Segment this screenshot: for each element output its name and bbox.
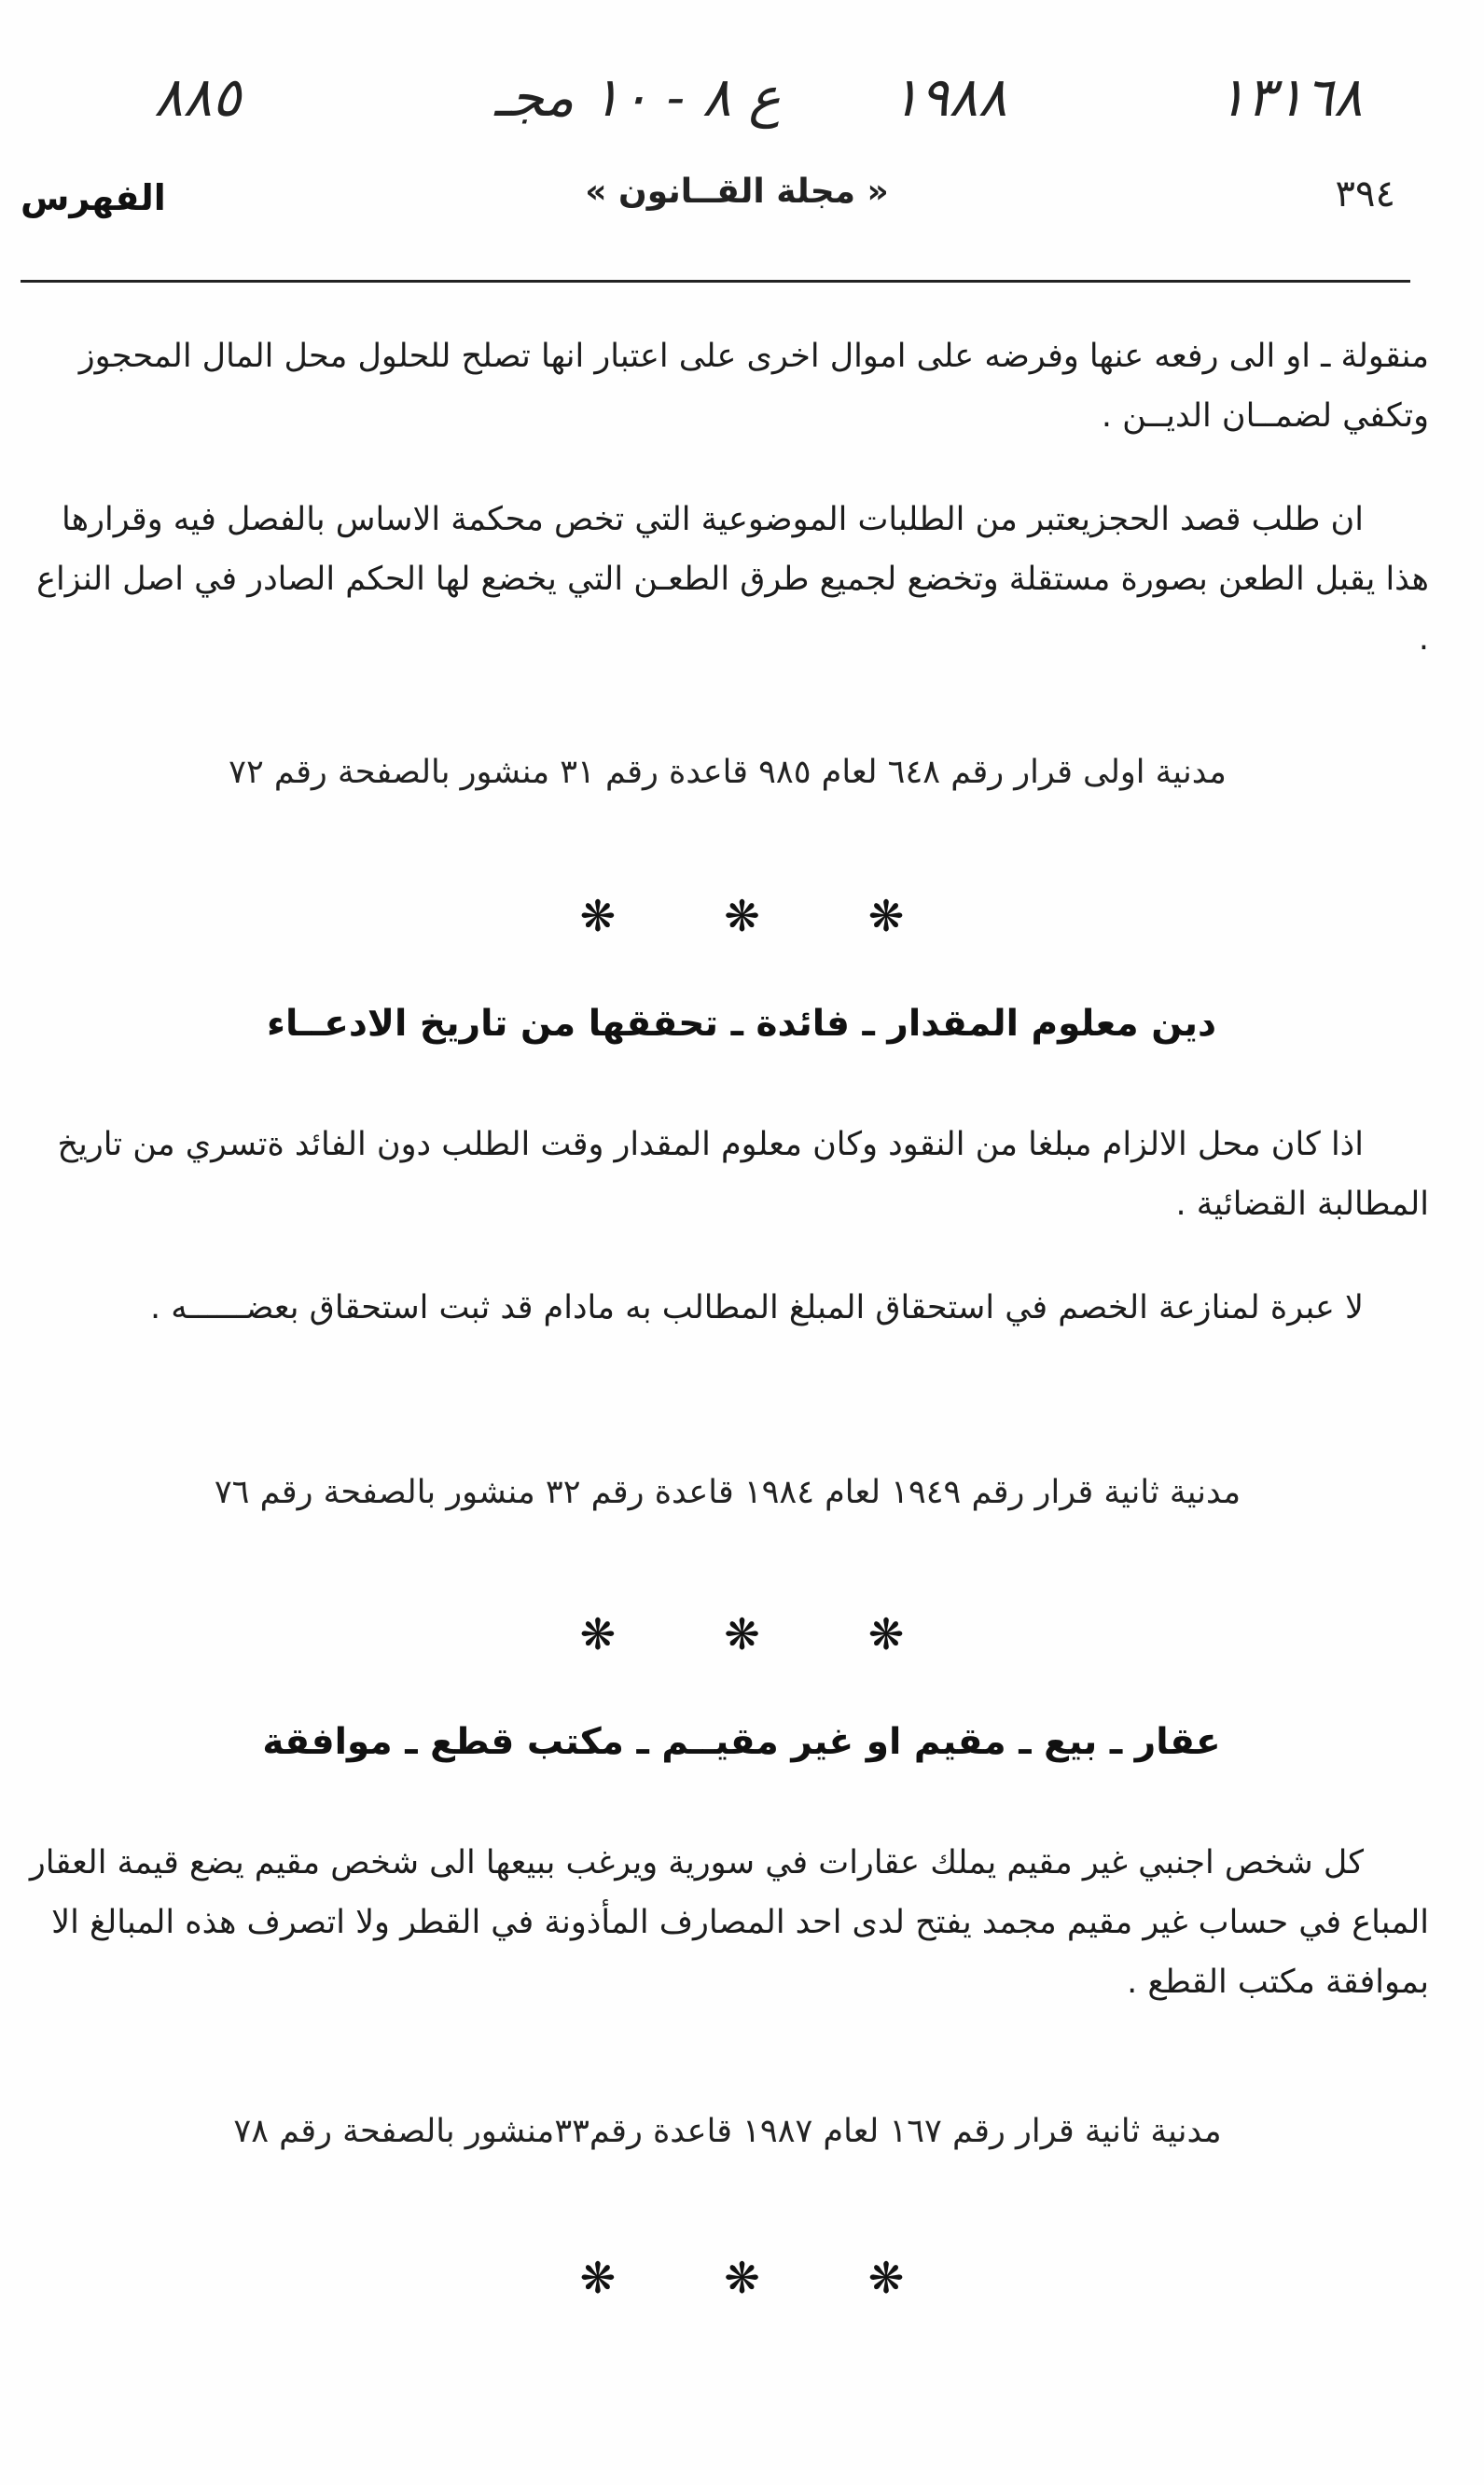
section-2-heading: دين معلوم المقدار ـ فائدة ـ تحققها من تاريخ الادعــاء [267,1003,1216,1045]
star-icon: ❋ [724,891,760,941]
section-3-paragraph-1: كل شخص اجنبي غير مقيم يملك عقارات في سورية ويرغب ببيعها الى شخص مقيم يضع قيمة العقار المباع في حساب غير مقيم مجمد يفتح لدى احد المصارف المأذونة في القطر ولا اتصرف هذه المبالغ الا بموافقة مكتب القطع . [29,1844,1429,2001]
star-icon: ❋ [724,2253,760,2303]
section-1-paragraph-1: منقولة ـ او الى رفعه عنها وفرضه على اموال اخرى على اعتبار انها تصلح للحلول محل المال المحجوز وتكفي لضمــان الديــن . [78,338,1429,435]
section-3-heading: عقار ـ بيع ـ مقيم او غير مقيــم ـ مكتب قطع ـ موافقة [262,1721,1221,1763]
section-1-reference: مدنية اولى قرار رقم ٦٤٨ لعام ٩٨٥ قاعدة رقم ٣١ منشور بالصفحة رقم ٧٢ [229,754,1227,791]
section-3-reference: مدنية ثانية قرار رقم ١٦٧ لعام ١٩٨٧ قاعدة رقم٣٣منشور بالصفحة رقم ٧٨ [233,2113,1222,2150]
section-2-reference: مدنية ثانية قرار رقم ١٩٤٩ لعام ١٩٨٤ قاعدة رقم ٣٢ منشور بالصفحة رقم ٧٦ [214,1474,1241,1511]
handwritten-issue-ref: ع ٨ - ١٠ مجـ [494,65,781,129]
star-icon: ❋ [579,2253,617,2303]
section-separator-3 [0,2253,1484,2303]
journal-title: « مجلة القــانون » [585,173,889,211]
handwritten-number-1: ١٣١٦٨ [1217,65,1363,129]
section-2-paragraph-1: اذا كان محل الالزام مبلغا من النقود وكان معلوم المقدار وقت الطلب دون الفائد ةتسري من تاريخ المطالبة القضائية . [57,1126,1429,1223]
star-icon: ❋ [867,2253,905,2303]
section-separator-1 [0,891,1484,941]
section-1-paragraph-2: ان طلب قصد الحجزيعتبر من الطلبات الموضوعية التي تخص محكمة الاساس بالفصل فيه وقرارها هذا يقبل الطعن بصورة مستقلة وتخضع لجميع طرق الطعـن التي يخضع لها الحكم الصادر في اصل النزاع . [36,501,1429,658]
index-label: الفهرس [21,177,166,218]
star-icon: ❋ [867,1609,905,1659]
section-separator-2 [0,1609,1484,1659]
handwritten-number-2: ١٩٨٨ [891,65,1007,129]
star-icon: ❋ [867,891,905,941]
star-icon: ❋ [579,1609,617,1659]
star-icon: ❋ [724,1609,760,1659]
header-divider [21,280,1410,283]
page-number: ٣٩٤ [1335,173,1395,215]
section-2-paragraph-2: لا عبرة لمنازعة الخصم في استحقاق المبلغ المطالب به مادام قد ثبت استحقاق بعضــــــه . [150,1289,1364,1326]
handwritten-number-4: ٨٨٥ [154,65,242,129]
star-icon: ❋ [579,891,617,941]
